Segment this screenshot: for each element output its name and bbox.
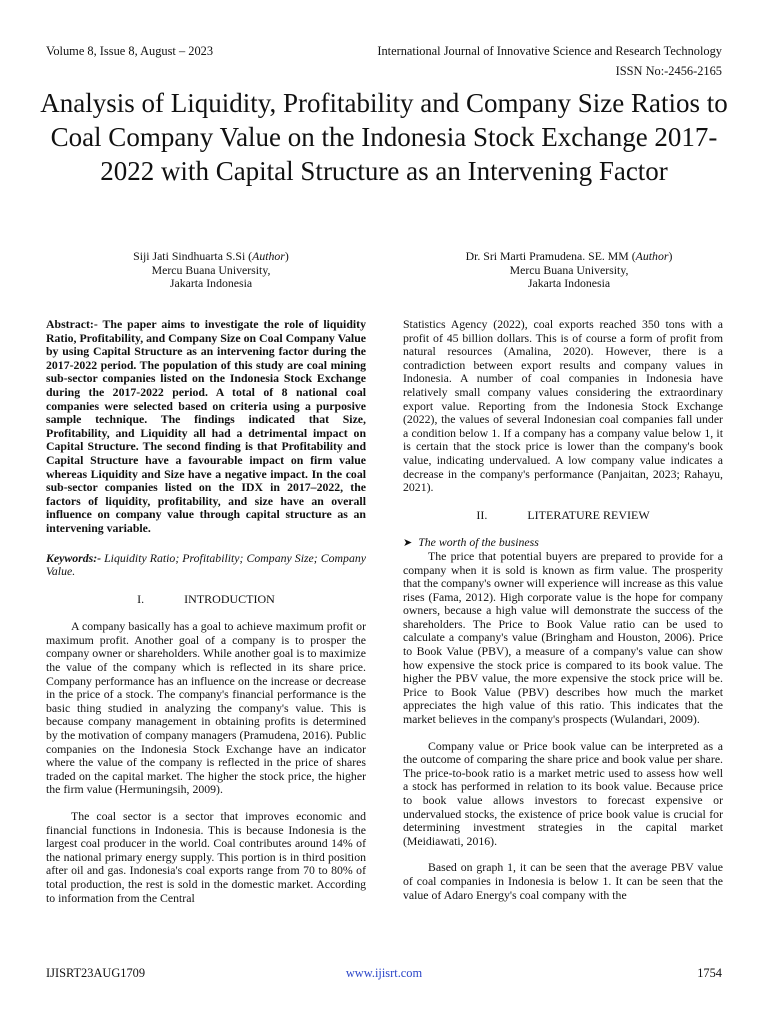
author-role: Author	[635, 249, 669, 263]
section-title: INTRODUCTION	[184, 591, 275, 606]
body-paragraph: Statistics Agency (2022), coal exports reached 350 tons with a profit of 45 billion dollars. This is of course a form of profit from natural resources (Amalina, 2020). However, there is a contradiction between export results and company values in Indonesia. A number of coal companies in Indonesia have relatively small company values considering the extraordinary export value. Reporting from the Indonesia Stock Exchange (2022), the values of several Indonesian coal companies fall under a condition below 1. If a company has a company value below 1, it is certain that the stock price is lower than the company's book value, indicating undervalued. A low company value indicates a decrease in the company's performance (Panjaitan, 2023; Rahayu, 2021).	[403, 317, 723, 495]
keywords-text: Liquidity Ratio; Profitability; Company Size; Company Value.	[46, 550, 366, 579]
author-affiliation: Mercu Buana University,	[509, 262, 629, 277]
author-name: Siji Jati Sindhuarta S.Si	[133, 249, 246, 263]
abstract-text: The paper aims to investigate the role of liquidity Ratio, Profitability, and Company Size on Coal Company Value by using Capital Structure as an intervening factor during the 2017-2022 period. The population of this study are coal mining sub-sector companies listed on the Indonesia Stock Exchange during the 2017-2022 period. A total of 8 national coal companies were selected based on criteria using a purposive sample technique. The findings indicated that Size, Profitability, and Liquidity all had a detrimental impact on Capital Structure. The second finding is that Profitability and Capital Structure have a favourable impact on firm value whereas Liquidity and Size have a negative impact. In the coal sub-sector companies listed on the IDX in 2017–2022, the factors of liquidity, profitability, and size have an overall influence on company value through capital structure as an intervening variable.	[46, 317, 366, 535]
abstract	[46, 318, 366, 536]
paper-code: IJISRT23AUG1709	[46, 966, 146, 980]
body-paragraph: The coal sector is a sector that improves economic and financial functions in Indonesia. This is because Indonesia is the largest coal producer in the world. Coal contributes around 14% of the national primary energy supply. This portion is in third position after oil and gas. Indonesia's coal exports range from 70 to 80% of total production, the rest is sold in the domestic market. According to information from the Central	[46, 809, 366, 905]
author-affiliation: Mercu Buana University,	[151, 262, 271, 277]
paper-title: Analysis of Liquidity, Profitability and Company Size Ratios to Coal Company Value on the Indonesia Stock Exchange 2017-2022 with Capital Structure as an Intervening Factor	[40, 88, 728, 186]
keywords-label: Keywords:-	[46, 550, 102, 565]
volume-info: Volume 8, Issue 8, August – 2023	[46, 44, 214, 58]
left-column	[46, 318, 366, 905]
author-name: Dr. Sri Marti Pramudena. SE. MM	[465, 249, 629, 263]
section-number: I.	[137, 591, 145, 606]
section-title: LITERATURE REVIEW	[527, 507, 650, 522]
section-heading-introduction	[46, 593, 366, 607]
right-column	[403, 318, 723, 902]
abstract-label: Abstract:-	[46, 317, 98, 331]
author-role: Author	[252, 249, 285, 263]
subsection-heading	[403, 536, 723, 550]
body-paragraph: A company basically has a goal to achieve maximum profit or maximum profit. Another goal of a company is to prosper the company owner or shareholders. While another goal is to maximize the value of the company which is reflected in its share price. Company performance has an influence on the increase or decrease in the price of a stock. The company's financial performance is the basic thing studied in analyzing the company's value. This is because company management in obtaining profits is determined by the motivation of company managers (Pramudena, 2016). Public companies on the Indonesia Stock Exchange have an indicator where the value of the company is reflected in the price of shares traded on the capital market. The higher the stock price, the higher the firm value (Hermuningsih, 2009).	[46, 619, 366, 797]
body-paragraph: Based on graph 1, it can be seen that the average PBV value of coal companies in Indonesia is below 1. It can be seen that the value of Adaro Energy's coal company with the	[403, 860, 723, 902]
author-block-1: Siji Jati Sindhuarta S.Si (Author) Mercu Buana University, Jakarta Indonesia	[71, 250, 351, 291]
journal-name: International Journal of Innovative Science and Research Technology	[377, 44, 722, 58]
journal-url-link[interactable]: www.ijisrt.com	[345, 966, 423, 980]
section-heading-literature-review	[403, 509, 723, 523]
author-location: Jakarta Indonesia	[169, 276, 253, 290]
author-block-2: Dr. Sri Marti Pramudena. SE. MM (Author) Mercu Buana University, Jakarta Indonesia	[429, 250, 709, 291]
keywords	[46, 552, 366, 579]
body-paragraph: Company value or Price book value can be interpreted as a the outcome of comparing the share price and book value per share. The price-to-book ratio is a market metric used to assess how well a stock has performed in relation to its book value. Because price to book value allows investors to forecast expensive or undervalued stocks, the existence of price book value is crucial for determining investment strategies in the capital market (Meidiawati, 2016).	[403, 738, 723, 848]
body-paragraph: The price that potential buyers are prepared to provide for a company when it is sold is known as firm value. The prosperity that the company's owner will experience will increase as this value rises (Fama, 2012). High corporate value is the hope for company owners, because a high value will demonstrate the success of the shareholders. The Price to Book Value ratio can be used to calculate a company's value (Bringham and Houston, 2006). Price to Book Value (PBV), a measure of a company's value can show how expensive the stock price is compared to its book value. The higher the PBV value, the more expensive the stock price will be. Price to Book Value (PBV) describes how much the market appreciates the high value of this ratio. This indicates that the market believes in the company's prospects (Wulandari, 2009).	[403, 548, 723, 727]
arrow-bullet-icon: ➤	[403, 536, 413, 550]
issn-number: ISSN No:-2456-2165	[615, 64, 722, 78]
author-location: Jakarta Indonesia	[527, 276, 611, 290]
section-number: II.	[476, 507, 488, 522]
page-number: 1754	[697, 966, 722, 980]
subsection-title: The worth of the business	[418, 535, 539, 550]
